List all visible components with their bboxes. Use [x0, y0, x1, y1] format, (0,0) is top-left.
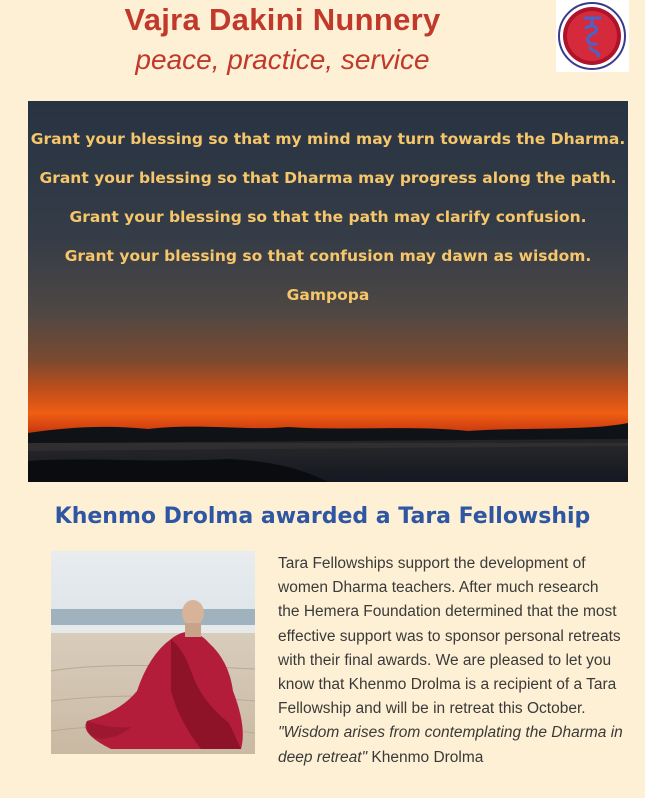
quote-text-block — [28, 101, 628, 482]
quote-line: Grant your blessing so that the path may clarify confusion. — [69, 208, 587, 226]
quote-attribution: Khenmo Drolma — [371, 748, 484, 766]
page-header — [0, 0, 645, 90]
article-paragraph: Tara Fellowships support the development of women Dharma teachers. After much research the Hemera Foundation determined that the most effective support was to sponsor personal retreats with their final awards. We are pleased to let you know that Khenmo Drolma is a recipient of a Tara Fellowship and will be in retreat this October. — [278, 555, 621, 718]
quote-banner — [28, 101, 628, 482]
quote-line: Grant your blessing so that confusion may dawn as wisdom. — [64, 247, 592, 265]
quote-line: Grant your blessing so that my mind may turn towards the Dharma. — [30, 130, 626, 148]
site-tagline: peace, practice, service — [135, 44, 430, 75]
photo-image — [51, 551, 255, 754]
khenmo-drolma-photo — [51, 551, 255, 754]
quote-italic: "Wisdom arises from contemplating the Dharma in deep retreat" — [278, 724, 623, 766]
article-body — [278, 552, 623, 770]
quote-author: Gampopa — [286, 286, 370, 304]
quote-line: Grant your blessing so that Dharma may progress along the path. — [39, 169, 617, 187]
site-title[interactable]: Vajra Dakini Nunnery — [124, 2, 441, 37]
article-quote — [278, 721, 623, 769]
logo[interactable] — [556, 0, 629, 72]
tibetan-syllable-logo-icon — [556, 0, 629, 72]
article-headline[interactable]: Khenmo Drolma awarded a Tara Fellowship — [54, 504, 591, 529]
